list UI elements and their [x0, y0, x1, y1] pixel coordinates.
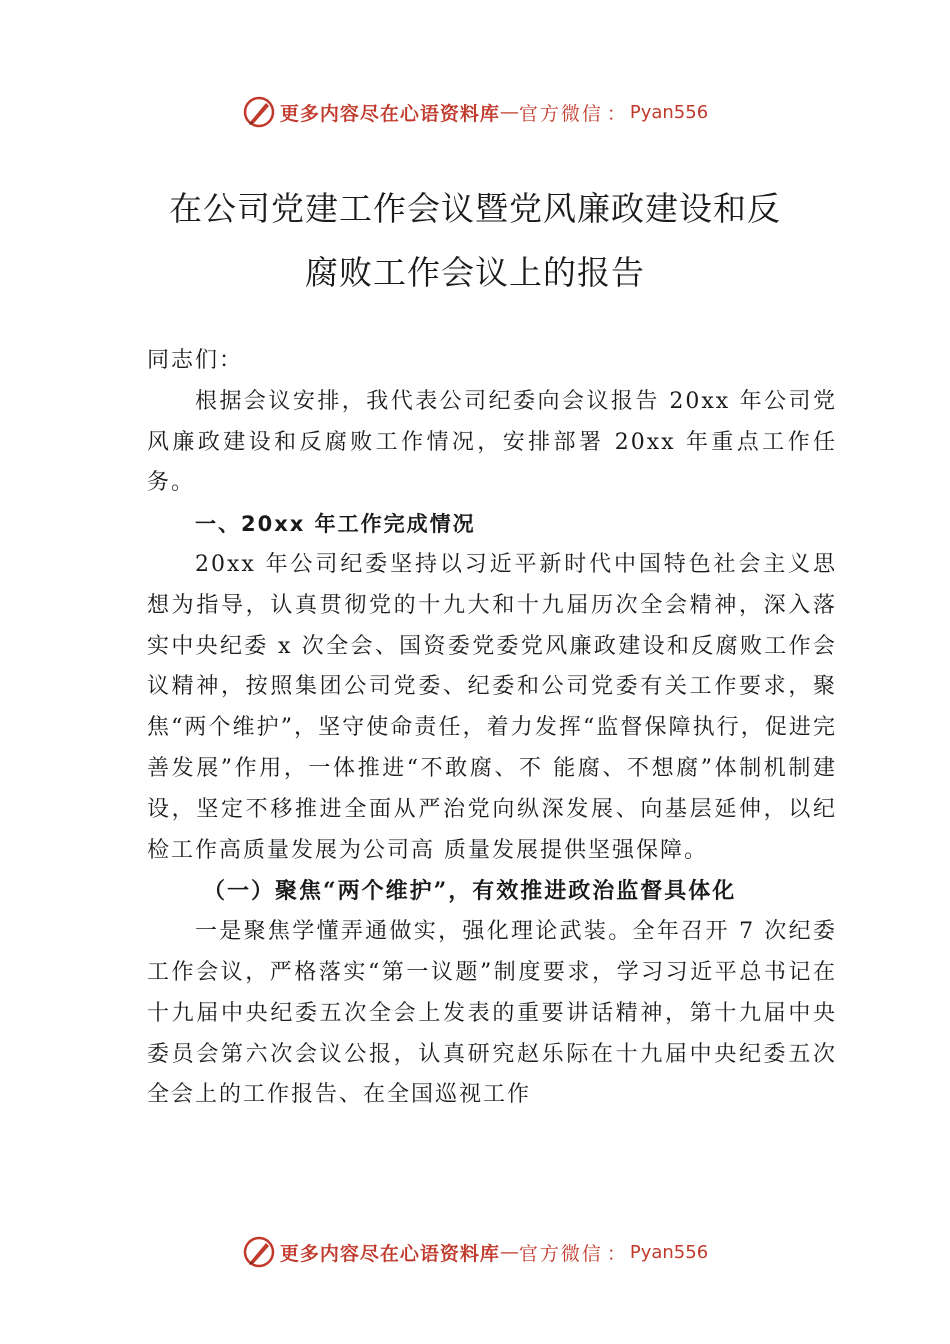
- subsection-1-paragraph: 一是聚焦学懂弄通做实，强化理论武装。全年召开 7 次纪委工作会议，严格落实“第一议题”制度要求，学习习近平总书记在十九届中央纪委五次全会上发表的重要讲话精神，第十九届中央委员会第六次会议公报，认真研究赵乐际在十九届中央纪委五次全会上的工作报告、在全国巡视工作: [147, 919, 837, 1108]
- watermark-separator: —: [499, 101, 519, 123]
- pen-logo-icon: [242, 95, 276, 129]
- bottom-watermark-banner: [0, 1232, 950, 1272]
- watermark-wechat-id: Pyan556: [629, 101, 709, 123]
- document-title-line-1: 在公司党建工作会议暨党风廉政建设和反: [169, 189, 781, 228]
- top-watermark-banner: [0, 92, 950, 132]
- watermark-brand-text: 更多内容尽在心语资料库: [279, 102, 500, 125]
- watermark-separator: —: [499, 1241, 519, 1263]
- watermark-colon: ：: [606, 1242, 626, 1265]
- salutation: 同志们：: [147, 348, 244, 373]
- subsection-1-heading: （一）聚焦“两个维护”，有效推进政治监督具体化: [203, 878, 737, 905]
- pen-logo-icon: [242, 1235, 276, 1269]
- watermark-colon: ：: [606, 102, 626, 125]
- watermark-wechat-label: 官方微信: [518, 102, 603, 125]
- intro-paragraph: 根据会议安排，我代表公司纪委向会议报告 20xx 年公司党风廉政建设和反腐败工作情况，安排部署 20xx 年重点工作任务。: [147, 388, 837, 496]
- section-1-heading: 一、20xx 年工作完成情况: [195, 512, 476, 537]
- watermark-wechat-label: 官方微信: [518, 1242, 603, 1265]
- watermark-wechat-id: Pyan556: [629, 1241, 709, 1263]
- document-body: [147, 341, 837, 1116]
- section-1-paragraph: 20xx 年公司纪委坚持以习近平新时代中国特色社会主义思想为指导，认真贯彻党的十九大和十九届历次全会精神，深入落实中央纪委 x 次全会、国资委党委党风廉政建设和反腐败工作会议精神，按照集团公司党委、纪委和公司党委有关工作要求，聚焦“两个维护”，坚守使命责任，着力发挥“监督保障执行，促进完善发展”作用，一体推进“不敢腐、不 能腐、不想腐”体制机制建设，坚定不移推进全面从严治党向纵深发展、向基层延伸，以纪检工作高质量发展为公司高 质量发展提供坚强保障。: [147, 551, 837, 863]
- document-title-line-2: 腐败工作会议上的报告: [305, 253, 645, 292]
- watermark-brand-text: 更多内容尽在心语资料库: [279, 1242, 500, 1265]
